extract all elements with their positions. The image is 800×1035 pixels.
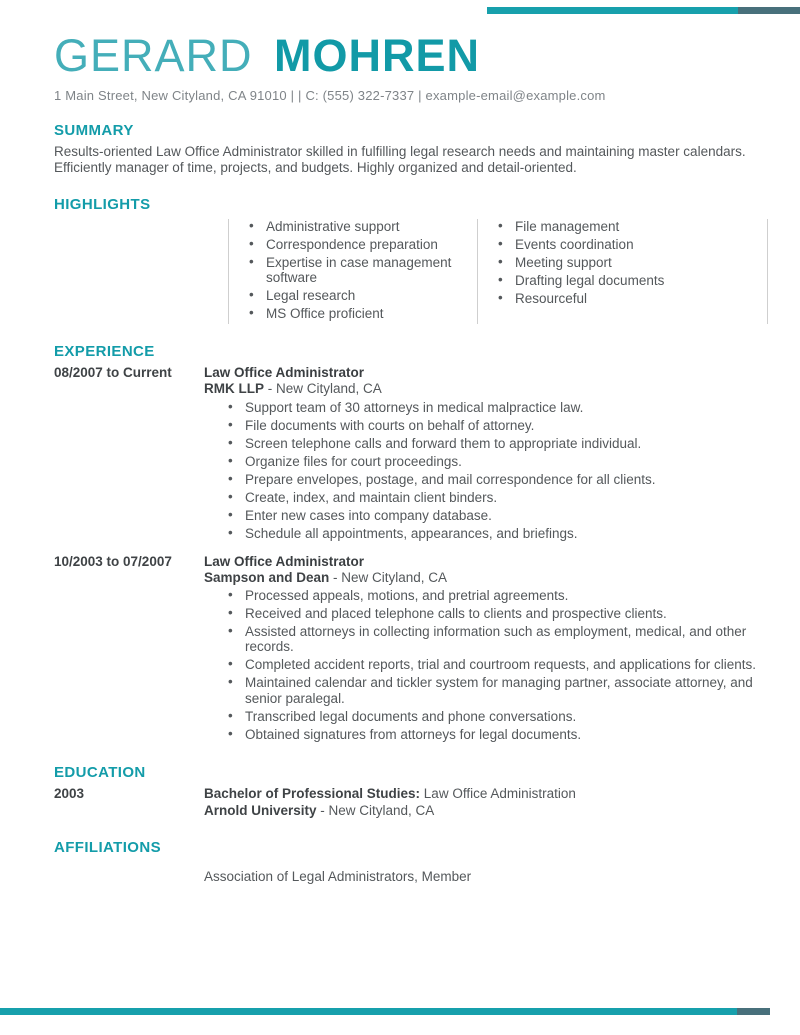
highlight-item: • Drafting legal documents	[496, 273, 767, 288]
job-bullet-list	[226, 588, 768, 742]
highlight-item: • Meeting support	[496, 255, 767, 270]
education-degree-field: Law Office Administration	[420, 785, 576, 801]
job-bullet: • Support team of 30 attorneys in medical malpractice law.	[226, 400, 768, 415]
highlight-item: • MS Office proficient	[247, 306, 477, 321]
summary-section	[54, 122, 768, 176]
bottom-accent-bar-dark	[737, 1008, 770, 1015]
highlights-section	[54, 196, 768, 325]
highlight-item: • Legal research	[247, 288, 477, 303]
highlight-item: • Events coordination	[496, 237, 767, 252]
top-accent-bar-dark	[738, 7, 800, 14]
job-bullet-list	[226, 400, 768, 542]
affiliations-section	[54, 839, 768, 884]
job-bullet: • Create, index, and maintain client binders.	[226, 490, 768, 505]
job-details	[204, 554, 768, 745]
job-entry	[54, 365, 768, 544]
job-bullet: • Completed accident reports, trial and courtroom requests, and applications for clients.	[226, 657, 768, 672]
job-bullet: • Schedule all appointments, appearances, and briefings.	[226, 526, 768, 541]
education-entry	[54, 786, 768, 820]
highlights-list-2	[496, 219, 767, 307]
highlights-column-1	[228, 219, 477, 325]
job-bullet: • Received and placed telephone calls to clients and prospective clients.	[226, 606, 768, 621]
job-bullet: • Enter new cases into company database.	[226, 508, 768, 523]
job-location: - New Cityland, CA	[329, 569, 448, 585]
bottom-accent-bar-teal	[0, 1008, 737, 1015]
job-details	[204, 365, 768, 544]
job-title: Law Office Administrator	[204, 365, 365, 381]
job-bullet: • Prepare envelopes, postage, and mail correspondence for all clients.	[226, 472, 768, 487]
highlights-column-2	[477, 219, 768, 325]
experience-section	[54, 343, 768, 745]
highlights-columns	[228, 219, 768, 325]
job-company-line	[204, 570, 768, 586]
job-location: - New Cityland, CA	[264, 381, 382, 397]
education-section	[54, 764, 768, 820]
job-company: Sampson and Dean	[204, 569, 330, 585]
experience-heading: EXPERIENCE	[54, 343, 155, 361]
job-bullet: • File documents with courts on behalf of attorney.	[226, 418, 768, 433]
summary-text: Results-oriented Law Office Administrator skilled in fulfilling legal research needs and maintaining master calendars. Efficiently manager of time, projects, and budgets. Highly organized and detail-oriented.	[54, 144, 746, 176]
job-bullet: • Transcribed legal documents and phone conversations.	[226, 709, 768, 724]
job-bullet: • Obtained signatures from attorneys for legal documents.	[226, 727, 768, 742]
education-school-location: - New Cityland, CA	[316, 802, 435, 818]
education-degree: Bachelor of Professional Studies:	[204, 785, 421, 801]
job-bullet: • Organize files for court proceedings.	[226, 454, 768, 469]
job-bullet: • Screen telephone calls and forward them to appropriate individual.	[226, 436, 768, 451]
job-title: Law Office Administrator	[204, 553, 365, 569]
education-degree-line	[204, 786, 768, 803]
highlights-list-1	[247, 219, 477, 322]
job-company: RMK LLP	[204, 381, 264, 397]
job-bullet: • Maintained calendar and tickler system for managing partner, associate attorney, and senior paralegal.	[226, 675, 768, 705]
job-dates: 10/2003 to 07/2007	[54, 553, 172, 569]
highlight-item: • Resourceful	[496, 291, 767, 306]
job-dates: 08/2007 to Current	[54, 365, 172, 381]
contact-line: 1 Main Street, New Cityland, CA 91010 | | C: (555) 322-7337 | example-email@example.com	[54, 88, 606, 104]
education-year: 2003	[54, 785, 85, 801]
highlight-item: • Correspondence preparation	[247, 237, 477, 252]
job-entry	[54, 554, 768, 745]
candidate-name	[54, 32, 768, 79]
highlight-item: • Expertise in case management software	[247, 255, 477, 285]
top-accent-bar-teal	[487, 7, 738, 14]
summary-heading: SUMMARY	[54, 122, 134, 140]
job-bullet: • Assisted attorneys in collecting information such as employment, medical, and other records.	[226, 624, 768, 654]
highlight-item: • File management	[496, 219, 767, 234]
candidate-last-name: MOHREN	[274, 30, 481, 81]
education-school: Arnold University	[204, 802, 317, 818]
job-company-line	[204, 381, 768, 397]
candidate-first-name: GERARD	[54, 30, 253, 81]
affiliations-heading: AFFILIATIONS	[54, 838, 162, 856]
affiliation-item: Association of Legal Administrators, Member	[204, 868, 472, 884]
education-details	[204, 786, 768, 820]
education-heading: EDUCATION	[54, 763, 146, 781]
job-bullet: • Processed appeals, motions, and pretrial agreements.	[226, 588, 768, 603]
highlight-item: • Administrative support	[247, 219, 477, 234]
education-school-line	[204, 803, 768, 820]
highlights-heading: HIGHLIGHTS	[54, 195, 151, 213]
